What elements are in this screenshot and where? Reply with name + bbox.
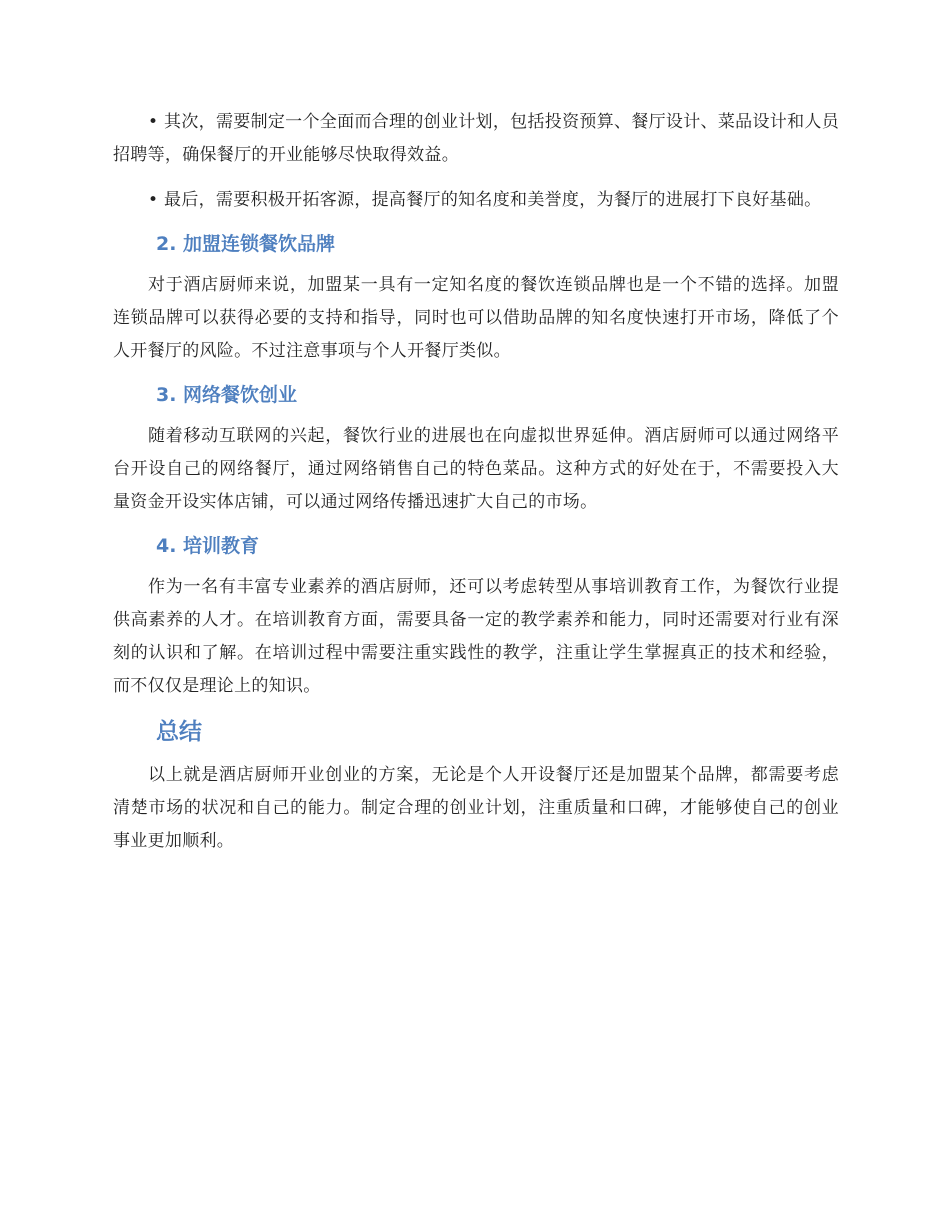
section-body-franchise: 对于酒店厨师来说，加盟某一具有一定知名度的餐饮连锁品牌也是一个不错的选择。加盟连锁品牌可以获得必要的支持和指导，同时也可以借助品牌的知名度快速打开市场，降低了个人开餐厅的风险。不过注意事项与个人开餐厅类似。 <box>113 275 839 361</box>
section-body-training: 作为一名有丰富专业素养的酒店厨师，还可以考虑转型从事培训教育工作，为餐饮行业提供高素养的人才。在培训教育方面，需要具备一定的教学素养和能力，同时还需要对行业有深刻的认识和了解。在培训过程中需要注重实践性的教学，注重让学生掌握真正的技术和经验，而不仅仅是理论上的知识。 <box>113 577 839 696</box>
section-body-online: 随着移动互联网的兴起，餐饮行业的进展也在向虚拟世界延伸。酒店厨师可以通过网络平台开设自己的网络餐厅，通过网络销售自己的特色菜品。这种方式的好处在于，不需要投入大量资金开设实体店铺，可以通过网络传播迅速扩大自己的市场。 <box>113 426 839 512</box>
summary-body: 以上就是酒店厨师开业创业的方案，无论是个人开设餐厅还是加盟某个品牌，都需要考虑清楚市场的状况和自己的能力。制定合理的创业计划，注重质量和口碑，才能够使自己的创业事业更加顺利。 <box>113 765 839 851</box>
summary-heading: 总结 <box>156 719 202 745</box>
section-heading-franchise: 2. 加盟连锁餐饮品牌 <box>156 233 336 255</box>
document-page <box>113 106 839 870</box>
section-heading-online: 3. 网络餐饮创业 <box>156 384 298 406</box>
bullet-paragraph-customers: • 最后，需要积极开拓客源，提高餐厅的知名度和美誉度，为餐厅的进展打下良好基础。 <box>148 190 822 210</box>
section-heading-training: 4. 培训教育 <box>156 535 260 557</box>
bullet-paragraph-plan: • 其次，需要制定一个全面而合理的创业计划，包括投资预算、餐厅设计、菜品设计和人员招聘等，确保餐厅的开业能够尽快取得效益。 <box>113 112 839 165</box>
